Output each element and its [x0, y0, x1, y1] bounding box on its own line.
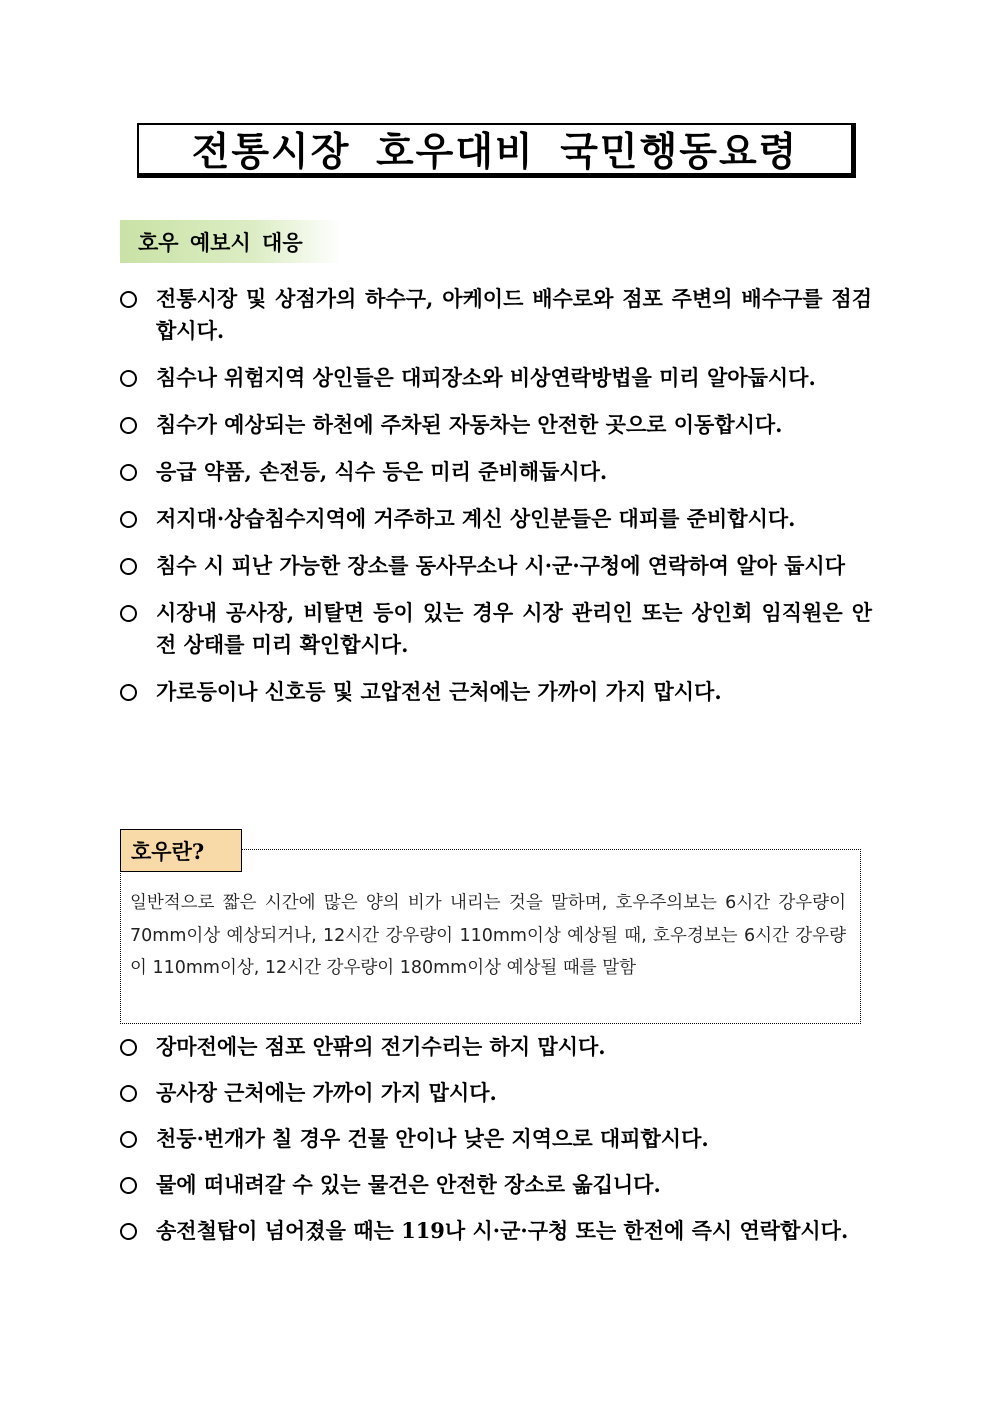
list-item-text: 장마전에는 점포 안팎의 전기수리는 하지 맙시다.: [156, 1034, 606, 1059]
circle-bullet-icon: [120, 1039, 137, 1056]
list-item-text: 전통시장 및 상점가의 하수구, 아케이드 배수로와 점포 주변의 배수구를 점검합시다.: [156, 286, 872, 343]
list-item-text: 저지대·상습침수지역에 거주하고 계신 상인분들은 대피를 준비합시다.: [156, 506, 796, 531]
list-item: [120, 1215, 872, 1247]
list-item: [120, 1169, 872, 1201]
list-item-text: 공사장 근처에는 가까이 가지 맙시다.: [156, 1080, 497, 1105]
list-item: [120, 456, 872, 488]
list-item-text: 천둥·번개가 칠 경우 건물 안이나 낮은 지역으로 대피합시다.: [156, 1126, 709, 1151]
info-box-tag: 호우란?: [120, 829, 242, 872]
circle-bullet-icon: [120, 370, 137, 387]
list-item: [120, 503, 872, 535]
circle-bullet-icon: [120, 684, 137, 701]
list-item-text: 시장내 공사장, 비탈면 등이 있는 경우 시장 관리인 또는 상인회 임직원은 안전 상태를 미리 확인합시다.: [156, 600, 872, 657]
list-item-text: 송전철탑이 넘어졌을 때는 119나 시·군·구청 또는 한전에 즉시 연락합시다.: [156, 1218, 849, 1243]
list-item: [120, 1031, 872, 1063]
section-heading: 호우 예보시 대응: [120, 220, 342, 263]
page-title: 전통시장 호우대비 국민행동요령: [137, 123, 856, 178]
circle-bullet-icon: [120, 1223, 137, 1240]
circle-bullet-icon: [120, 417, 137, 434]
list-item: [120, 362, 872, 394]
list-item-text: 가로등이나 신호등 및 고압전선 근처에는 가까이 가지 맙시다.: [156, 679, 722, 704]
list-item-text: 응급 약품, 손전등, 식수 등은 미리 준비해둡시다.: [156, 459, 608, 484]
circle-bullet-icon: [120, 511, 137, 528]
circle-bullet-icon: [120, 1131, 137, 1148]
list-item: [120, 1123, 872, 1155]
circle-bullet-icon: [120, 558, 137, 575]
list-item-text: 침수가 예상되는 하천에 주차된 자동차는 안전한 곳으로 이동합시다.: [156, 412, 783, 437]
circle-bullet-icon: [120, 291, 137, 308]
list-item: [120, 409, 872, 441]
guideline-list-after: [120, 1031, 872, 1261]
list-item: [120, 597, 872, 661]
list-item-text: 침수나 위험지역 상인들은 대피장소와 비상연락방법을 미리 알아둡시다.: [156, 365, 816, 390]
circle-bullet-icon: [120, 464, 137, 481]
circle-bullet-icon: [120, 1177, 137, 1194]
list-item-text: 물에 떠내려갈 수 있는 물건은 안전한 장소로 옮깁니다.: [156, 1172, 661, 1197]
list-item: [120, 283, 872, 347]
list-item: [120, 550, 872, 582]
circle-bullet-icon: [120, 1085, 137, 1102]
guideline-list-before: [120, 283, 872, 723]
list-item: [120, 1077, 872, 1109]
list-item: [120, 676, 872, 708]
info-box-text: 일반적으로 짧은 시간에 많은 양의 비가 내리는 것을 말하며, 호우주의보는 6시간 강우량이 70mm이상 예상되거나, 12시간 강우량이 110mm이상 예상될 때, 호우경보는 6시간 강우량이 110mm이상, 12시간 강우량이 180mm이상 예상될 때를 말함: [130, 893, 846, 978]
list-item-text: 침수 시 피난 가능한 장소를 동사무소나 시·군·구청에 연락하여 알아 둡시다: [156, 553, 845, 578]
circle-bullet-icon: [120, 605, 137, 622]
